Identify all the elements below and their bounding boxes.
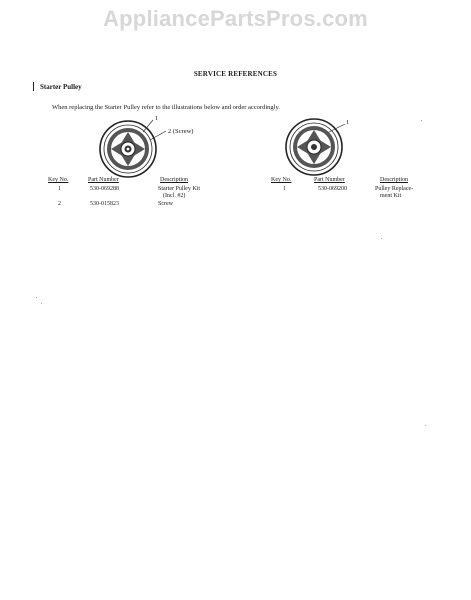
header-key-no: Key No. <box>271 177 292 183</box>
section-title: Starter Pulley <box>40 83 82 91</box>
table-row-desc: Starter Pulley Kit <box>158 186 200 192</box>
header-key-no: Key No. <box>48 177 69 183</box>
table-row-desc: Pulley Replace- <box>375 186 414 192</box>
table-row-key: 2 <box>58 201 61 207</box>
table-row-key: 1 <box>58 186 61 192</box>
callout-2-screw: 2 (Screw) <box>168 128 194 135</box>
page-heading: SERVICE REFERENCES <box>193 70 278 78</box>
watermark: AppliancePartsPros.com <box>103 6 368 31</box>
table-row-desc: Screw <box>158 201 173 207</box>
header-description: Description <box>160 177 188 183</box>
header-description: Description <box>380 177 408 183</box>
callout-1-right: 1 <box>346 119 350 126</box>
header-part-number: Part Number <box>314 177 345 183</box>
scan-speck <box>421 120 422 121</box>
scan-speck <box>381 238 382 239</box>
table-row-part: 530-015823 <box>90 201 119 207</box>
scan-speck <box>41 303 42 304</box>
callout-leader-line-right <box>325 120 355 140</box>
table-row-part: 530-069200 <box>318 186 347 192</box>
table-row-part: 530-069288 <box>90 186 119 192</box>
table-row-desc-note: ment Kit <box>380 193 402 199</box>
section-number-mark <box>33 82 34 91</box>
table-row-key: 1 <box>283 186 286 192</box>
scan-speck <box>36 297 37 298</box>
header-part-number: Part Number <box>88 177 119 183</box>
callout-1-left: 1 <box>155 115 159 122</box>
intro-text: When replacing the Starter Pulley refer to the illustrations below and order accordingly. <box>52 104 280 111</box>
table-row-desc-note: (Incl. #2) <box>163 193 186 199</box>
scan-speck <box>425 425 426 426</box>
